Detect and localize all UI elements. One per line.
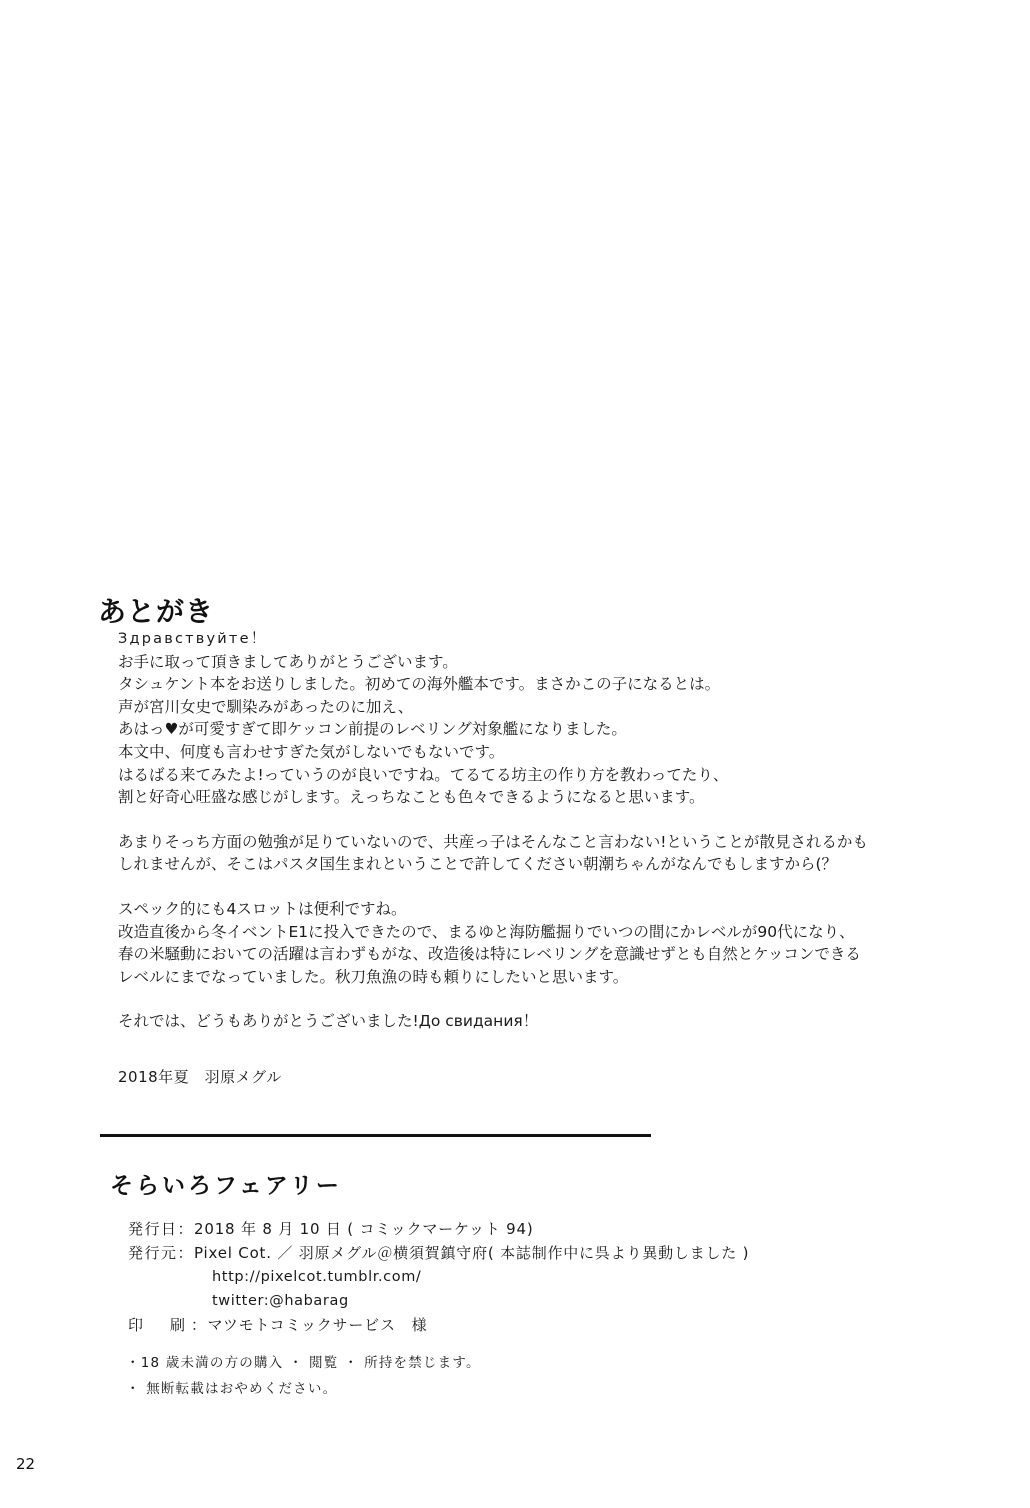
- colophon-label: 発行元: [128, 1244, 178, 1262]
- afterword-body: [118, 628, 908, 1033]
- colophon-row: [128, 1217, 928, 1241]
- afterword-line: はるばる来てみたよ!っていうのが良いですね。てるてる坊主の作り方を教わってたり、: [118, 765, 729, 784]
- afterword-line: 本文中、何度も言わせすぎた気がしないでもないです。: [118, 742, 505, 761]
- afterword-signature: 2018年夏 羽原メグル: [118, 1068, 282, 1086]
- website-url[interactable]: http://pixelcot.tumblr.com/: [212, 1269, 422, 1285]
- afterword-line: 声が宮川女史で馴染みがあったのに加え、: [118, 697, 414, 716]
- twitter-handle[interactable]: twitter:@habarag: [212, 1293, 349, 1309]
- colophon-details: [128, 1217, 928, 1337]
- colophon-separator: ：: [191, 1316, 208, 1334]
- colophon-separator: ：: [177, 1220, 195, 1238]
- colophon-label: 印 刷: [128, 1316, 192, 1334]
- legal-notices: [126, 1350, 481, 1402]
- afterword-line: それでは、どうもありがとうございました!До свидания！: [118, 1012, 539, 1031]
- colophon-row: [128, 1241, 928, 1265]
- colophon-link-row: [128, 1289, 928, 1313]
- afterword-line: レベルにまでなっていました。秋刀魚漁の時も頼りにしたいと思います。: [118, 967, 629, 986]
- afterword-line: 割と好奇心旺盛な感じがします。えっちなことも色々できるようになると思います。: [118, 788, 705, 807]
- afterword-line: 改造直後から冬イベントE1に投入できたので、まるゆと海防艦掘りでいつの間にかレベルが90代になり、: [118, 922, 855, 941]
- afterword-heading: あとがき: [98, 594, 215, 628]
- notice-age-restriction: ・18 歳未満の方の購入 ・ 閲覧 ・ 所持を禁じます。: [126, 1355, 481, 1371]
- afterword-line: あはっ♥が可愛すぎて即ケッコン前提のレベリング対象艦になりました。: [118, 720, 627, 739]
- colophon-value-note: ( 本誌制作中に呉より異動しました ): [487, 1244, 750, 1262]
- colophon-label: 発行日: [128, 1220, 178, 1238]
- colophon-row: [128, 1313, 928, 1337]
- afterword-line: あまりそっち方面の勉強が足りていないので、共産っ子はそんなこと言わない!ということが散見されるかも: [118, 832, 868, 851]
- colophon-link-row: [128, 1265, 928, 1289]
- notice-no-reproduction: ・ 無断転載はおやめください。: [126, 1381, 338, 1397]
- afterword-line: お手に取って頂きましてありがとうございます。: [118, 652, 458, 671]
- afterword-line: 春の米騒動においての活躍は言わずもがな、改造後は特にレベリングを意識せずとも自然とケッコンできる: [118, 945, 861, 964]
- afterword-line: スペック的にも4スロットは便利ですね。: [118, 899, 407, 918]
- page-number: 22: [16, 1455, 36, 1473]
- afterword-line: しれませんが、そこはパスタ国生まれということで許してください朝潮ちゃんがなんでもしますから(？: [118, 855, 838, 874]
- afterword-line: タシュケント本をお送りしました。初めての海外艦本です。まさかこの子になるとは。: [118, 675, 721, 694]
- colophon-separator: ：: [177, 1244, 195, 1262]
- colophon-title: そらいろフェアリー: [110, 1173, 342, 1199]
- section-divider-rule: [100, 1134, 651, 1137]
- colophon-value: 2018 年 8 月 10 日 ( コミックマーケット 94): [194, 1220, 534, 1238]
- colophon-value: マツモトコミックサービス 様: [207, 1316, 428, 1334]
- afterword-line: Здравствуйте！: [118, 631, 268, 647]
- colophon-value: Pixel Cot. ／ 羽原メグル＠横須賀鎮守府: [194, 1244, 488, 1262]
